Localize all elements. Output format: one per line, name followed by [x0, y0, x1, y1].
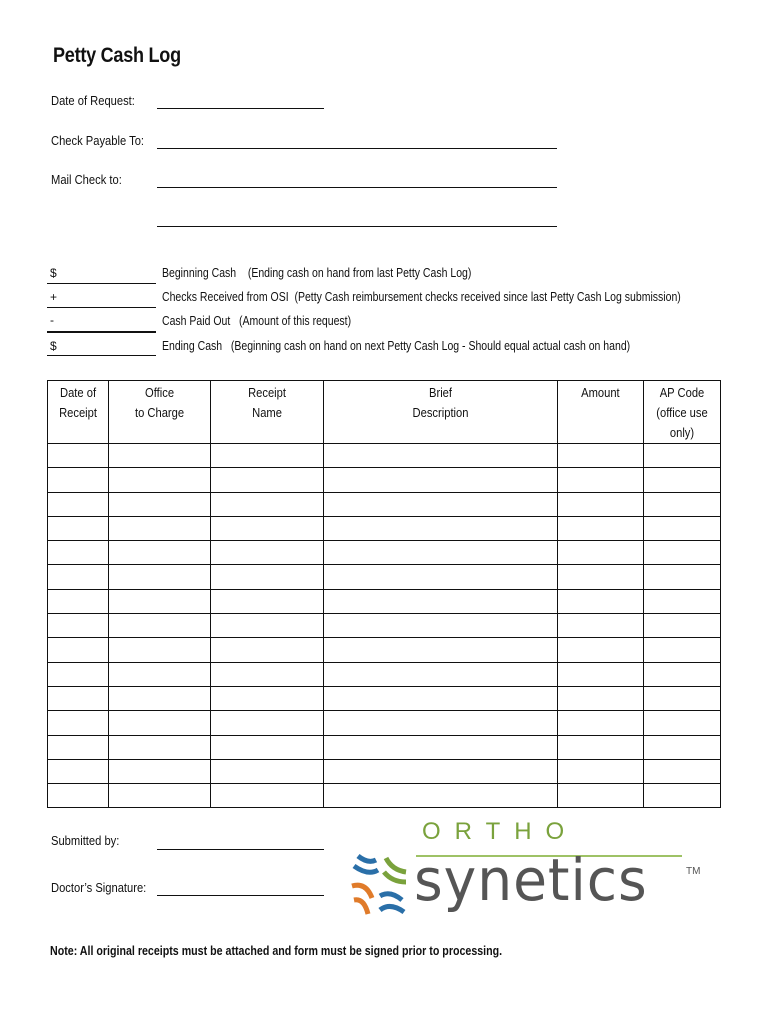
office-cell[interactable]: [109, 589, 211, 613]
table-row: [48, 565, 721, 589]
logo-trademark: TM: [686, 866, 701, 877]
office-cell[interactable]: [109, 686, 211, 710]
description-cell[interactable]: [324, 516, 558, 540]
checks-received-row: [162, 290, 681, 304]
description-cell[interactable]: [324, 614, 558, 638]
table-row: [48, 759, 721, 783]
receipt-name-cell[interactable]: [211, 468, 324, 492]
receipt-name-cell[interactable]: [211, 565, 324, 589]
table-row: [48, 468, 721, 492]
header-ap-code: AP Code (office use only): [644, 381, 721, 444]
ending-cash-row: [162, 339, 630, 353]
amount-cell[interactable]: [558, 662, 644, 686]
logo-ortho-text: ORTHO: [422, 818, 579, 845]
office-cell[interactable]: [109, 638, 211, 662]
date-cell[interactable]: [48, 516, 109, 540]
amount-cell[interactable]: [558, 565, 644, 589]
ap-code-cell[interactable]: [644, 541, 721, 565]
ap-code-cell[interactable]: [644, 686, 721, 710]
table-row: [48, 444, 721, 468]
cash-paid-out-symbol: -: [50, 313, 54, 327]
table-row: [48, 711, 721, 735]
office-cell[interactable]: [109, 759, 211, 783]
amount-cell[interactable]: [558, 589, 644, 613]
check-payable-to-field[interactable]: [157, 148, 557, 149]
ap-code-cell[interactable]: [644, 662, 721, 686]
ap-code-cell[interactable]: [644, 735, 721, 759]
receipt-name-cell[interactable]: [211, 541, 324, 565]
date-cell[interactable]: [48, 492, 109, 516]
date-cell[interactable]: [48, 444, 109, 468]
date-cell[interactable]: [48, 638, 109, 662]
processing-note: Note: All original receipts must be attached and form must be signed prior to processing.: [50, 943, 503, 958]
ap-code-cell[interactable]: [644, 492, 721, 516]
mail-check-to-field-line2[interactable]: [157, 226, 557, 227]
date-cell[interactable]: [48, 662, 109, 686]
ap-code-cell[interactable]: [644, 589, 721, 613]
office-cell[interactable]: [109, 468, 211, 492]
office-cell[interactable]: [109, 784, 211, 808]
table-row: [48, 638, 721, 662]
receipt-name-cell[interactable]: [211, 759, 324, 783]
submitted-by-label: Submitted by:: [51, 833, 120, 848]
ending-cash-label: Ending Cash: [162, 339, 223, 353]
ap-code-cell[interactable]: [644, 711, 721, 735]
office-cell[interactable]: [109, 444, 211, 468]
description-cell[interactable]: [324, 589, 558, 613]
receipt-name-cell[interactable]: [211, 686, 324, 710]
office-cell[interactable]: [109, 662, 211, 686]
description-cell[interactable]: [324, 759, 558, 783]
cash-paid-out-label: Cash Paid Out: [162, 314, 231, 328]
description-cell[interactable]: [324, 565, 558, 589]
ap-code-cell[interactable]: [644, 468, 721, 492]
office-cell[interactable]: [109, 735, 211, 759]
checks-received-note: (Petty Cash reimbursement checks received since last Petty Cash Log submission): [294, 290, 681, 304]
amount-cell[interactable]: [558, 516, 644, 540]
receipt-name-cell[interactable]: [211, 662, 324, 686]
description-cell[interactable]: [324, 492, 558, 516]
receipt-name-cell[interactable]: [211, 784, 324, 808]
office-cell[interactable]: [109, 516, 211, 540]
header-office-to-charge: Office to Charge: [109, 381, 211, 444]
description-cell[interactable]: [324, 711, 558, 735]
amount-cell[interactable]: [558, 711, 644, 735]
description-cell[interactable]: [324, 468, 558, 492]
office-cell[interactable]: [109, 492, 211, 516]
office-cell[interactable]: [109, 614, 211, 638]
ending-cash-note: (Beginning cash on hand on next Petty Cash Log - Should equal actual cash on hand): [230, 339, 631, 353]
receipt-name-cell[interactable]: [211, 589, 324, 613]
ap-code-cell[interactable]: [644, 784, 721, 808]
amount-cell[interactable]: [558, 468, 644, 492]
receipt-name-cell[interactable]: [211, 516, 324, 540]
amount-cell[interactable]: [558, 444, 644, 468]
cash-paid-out-field[interactable]: [47, 331, 156, 333]
date-cell[interactable]: [48, 759, 109, 783]
ending-cash-field[interactable]: [47, 355, 156, 356]
table-header-row: [48, 381, 721, 444]
beginning-cash-field[interactable]: [47, 283, 156, 284]
receipt-name-cell[interactable]: [211, 492, 324, 516]
date-of-request-label: Date of Request:: [51, 93, 135, 108]
header-receipt-name: Receipt Name: [211, 381, 324, 444]
amount-cell[interactable]: [558, 492, 644, 516]
date-cell[interactable]: [48, 468, 109, 492]
mail-check-to-label: Mail Check to:: [51, 172, 122, 187]
checks-received-field[interactable]: [47, 307, 156, 308]
logo-synetics-wordmark: synetics: [414, 846, 648, 914]
date-cell[interactable]: [48, 711, 109, 735]
amount-cell[interactable]: [558, 614, 644, 638]
date-cell[interactable]: [48, 614, 109, 638]
office-cell[interactable]: [109, 565, 211, 589]
date-cell[interactable]: [48, 784, 109, 808]
date-cell[interactable]: [48, 541, 109, 565]
description-cell[interactable]: [324, 735, 558, 759]
petty-cash-table: [47, 380, 721, 808]
mail-check-to-field-line1[interactable]: [157, 187, 557, 188]
beginning-cash-symbol: $: [50, 266, 57, 280]
description-cell[interactable]: [324, 686, 558, 710]
ap-code-cell[interactable]: [644, 444, 721, 468]
table-row: [48, 686, 721, 710]
description-cell[interactable]: [324, 784, 558, 808]
amount-cell[interactable]: [558, 735, 644, 759]
date-cell[interactable]: [48, 565, 109, 589]
checks-received-symbol: +: [50, 290, 58, 304]
date-cell[interactable]: [48, 686, 109, 710]
cash-paid-out-note: (Amount of this request): [239, 314, 352, 328]
amount-cell[interactable]: [558, 784, 644, 808]
table-row: [48, 589, 721, 613]
table-row: [48, 516, 721, 540]
table-row: [48, 784, 721, 808]
receipt-name-cell[interactable]: [211, 614, 324, 638]
ap-code-cell[interactable]: [644, 759, 721, 783]
ap-code-cell[interactable]: [644, 614, 721, 638]
header-amount: Amount: [558, 381, 644, 444]
ap-code-cell[interactable]: [644, 638, 721, 662]
submitted-by-field[interactable]: [157, 849, 324, 850]
table-row: [48, 735, 721, 759]
doctors-signature-label: Doctor’s Signature:: [51, 880, 147, 895]
date-of-request-field[interactable]: [157, 108, 324, 109]
header-brief-description: Brief Description: [324, 381, 558, 444]
description-cell[interactable]: [324, 662, 558, 686]
header-date-of-receipt: Date of Receipt: [48, 381, 109, 444]
page-title: Petty Cash Log: [53, 44, 181, 67]
doctors-signature-field[interactable]: [157, 895, 324, 896]
ortho-synetics-logo-icon: [350, 852, 410, 922]
check-payable-to-label: Check Payable To:: [51, 133, 145, 148]
amount-cell[interactable]: [558, 638, 644, 662]
beginning-cash-label: Beginning Cash: [162, 266, 237, 280]
amount-cell[interactable]: [558, 686, 644, 710]
description-cell[interactable]: [324, 541, 558, 565]
receipt-name-cell[interactable]: [211, 444, 324, 468]
description-cell[interactable]: [324, 444, 558, 468]
table-row: [48, 541, 721, 565]
table-row: [48, 614, 721, 638]
ap-code-cell[interactable]: [644, 516, 721, 540]
receipt-name-cell[interactable]: [211, 638, 324, 662]
ap-code-cell[interactable]: [644, 565, 721, 589]
description-cell[interactable]: [324, 638, 558, 662]
table-row: [48, 662, 721, 686]
table-row: [48, 492, 721, 516]
office-cell[interactable]: [109, 711, 211, 735]
date-cell[interactable]: [48, 735, 109, 759]
date-cell[interactable]: [48, 589, 109, 613]
amount-cell[interactable]: [558, 541, 644, 565]
receipt-name-cell[interactable]: [211, 735, 324, 759]
beginning-cash-note: (Ending cash on hand from last Petty Cash Log): [247, 266, 472, 280]
receipt-name-cell[interactable]: [211, 711, 324, 735]
beginning-cash-row: [162, 266, 471, 280]
office-cell[interactable]: [109, 541, 211, 565]
ending-cash-symbol: $: [50, 339, 57, 353]
checks-received-label: Checks Received from OSI: [162, 290, 289, 304]
cash-paid-out-row: [162, 314, 351, 328]
amount-cell[interactable]: [558, 759, 644, 783]
